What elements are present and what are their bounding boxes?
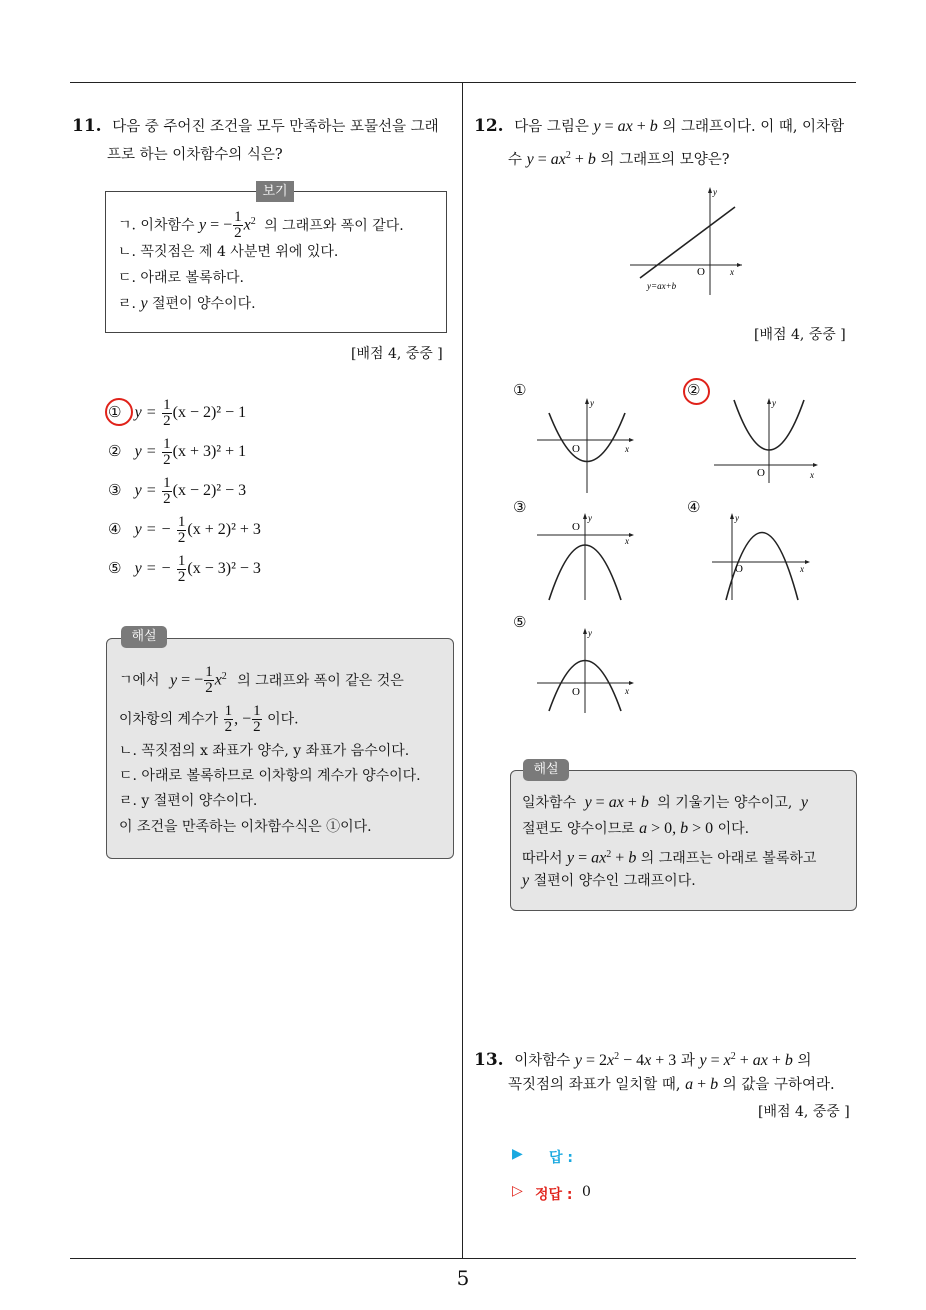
q11-solution-line4: ㄷ. 아래로 볼록하므로 이차항의 계수가 양수이다. xyxy=(119,768,421,784)
svg-text:y: y xyxy=(735,513,739,523)
q12-solution-line4: y 절편이 양수인 그래프이다. xyxy=(522,872,696,889)
q12-solution-line2: 절편도 양수이므로 a > 0, b > 0 이다. xyxy=(522,820,750,837)
q12-choice-5-num[interactable]: ⑤ xyxy=(513,613,527,631)
q11-solution-line2: 이차항의 계수가 $\frac{1}{2}$ , − $\frac{1}{2}$ 이다. xyxy=(119,703,299,735)
q12-choice-3-graph[interactable] xyxy=(535,510,640,602)
q11-number: 11. xyxy=(72,116,102,136)
q11-question xyxy=(72,112,439,142)
q12-choice-3-num[interactable]: ③ xyxy=(513,498,527,516)
line-y-ax-b xyxy=(640,207,735,278)
page-number: 5 xyxy=(456,1266,470,1290)
svg-text:y: y xyxy=(588,628,592,638)
svg-text:x: x xyxy=(810,470,814,480)
answer-arrow-icon: ▶ xyxy=(512,1146,523,1162)
q11-meta: [배점 4, 중중 ] xyxy=(351,346,443,362)
svg-text:y: y xyxy=(772,398,776,408)
svg-text:y: y xyxy=(588,513,592,523)
q12-choice-4-graph[interactable] xyxy=(710,510,820,602)
q11-option-4[interactable]: ④ y = − $\frac{1}{2}$ (x + 2)² + 3 xyxy=(108,513,261,546)
bogi-item-1-formula: y xyxy=(198,216,207,234)
answer-label: 답 : xyxy=(549,1150,573,1166)
q12-meta: [배점 4, 중중 ] xyxy=(754,327,846,343)
q12-solution-line3: 따라서 $y = ax^2 + b$ 의 그래프는 아래로 볼록하고 xyxy=(522,849,817,867)
correct-arrow-icon: ▷ xyxy=(512,1183,523,1199)
q12-choice-2-graph[interactable] xyxy=(712,395,822,485)
svg-text:x: x xyxy=(800,564,804,574)
x-axis-arrow xyxy=(737,263,742,267)
line-label: y=ax+b xyxy=(647,281,677,291)
svg-text:O: O xyxy=(735,563,743,575)
q11-line1: 다음 중 주어진 조건을 모두 만족하는 포물선을 그래 xyxy=(112,119,439,135)
svg-text:O: O xyxy=(757,467,765,479)
q13-line2: 꼭짓점의 좌표가 일치할 때, a + b 의 값을 구하여라. xyxy=(508,1076,835,1093)
q12-choice-2-num[interactable]: ② xyxy=(687,381,701,399)
q12-choice-5-graph[interactable] xyxy=(535,625,640,715)
bogi-item-4: ㄹ. y 절편이 양수이다. xyxy=(118,295,256,312)
q12-choice-4-num[interactable]: ④ xyxy=(687,498,701,516)
q13-question: 13. 이차함수 $y = 2x^2 - 4x + 3$ 과 $y = x^2$ + ax + b 의 xyxy=(474,1049,812,1070)
x-label: x xyxy=(730,267,734,277)
bogi-item-2: ㄴ. 꼭짓점은 제 4 사분면 위에 있다. xyxy=(118,244,339,260)
q13-number: 13. xyxy=(474,1049,504,1070)
svg-text:O: O xyxy=(572,443,580,455)
bogi-item-4-suffix: 절편이 양수이다. xyxy=(152,296,256,312)
svg-text:x: x xyxy=(625,444,629,454)
q12-choice-1-num[interactable]: ① xyxy=(513,381,527,399)
bogi-item-1-prefix: ㄱ. 이차함수 xyxy=(118,217,195,234)
q11-solution-line1: ㄱ에서 y = − $\frac{1}{2}$ $x^2$ 의 그래프와 폭이 같은 것은 xyxy=(119,664,404,697)
q12-question: 12. 다음 그림은 y = ax + b 의 그래프이다. 이 때, 이차함 xyxy=(474,116,845,136)
bogi-item-3: ㄷ. 아래로 볼록하다. xyxy=(118,270,244,286)
q12-solution-label: 해설 xyxy=(523,759,569,781)
y-axis-arrow xyxy=(708,187,712,193)
q11-option-5[interactable]: ⑤ y = − $\frac{1}{2}$ (x − 3)² − 3 xyxy=(108,552,261,585)
bogi-label: 보기 xyxy=(256,181,294,202)
correct-label: 정답 : xyxy=(535,1187,573,1203)
q11-solution-line3: ㄴ. 꼭짓점의 x 좌표가 양수, y 좌표가 음수이다. xyxy=(119,743,410,759)
q13-meta: [배점 4, 중중 ] xyxy=(758,1104,850,1120)
correct-value: 0 xyxy=(582,1184,591,1200)
q12-number: 12. xyxy=(474,116,504,136)
svg-text:y: y xyxy=(590,398,594,408)
bottom-rule xyxy=(70,1258,856,1259)
q11-option-3[interactable]: ③ y = $\frac{1}{2}$ (x − 2)² − 3 xyxy=(108,474,247,507)
q11-option-2[interactable]: ② y = $\frac{1}{2}$ (x + 3)² + 1 xyxy=(108,435,247,468)
fraction: $\frac{1}{2}$ xyxy=(234,209,242,241)
linear-graph xyxy=(625,183,750,298)
svg-text:x: x xyxy=(625,686,629,696)
y-label: y xyxy=(713,187,717,197)
svg-text:O: O xyxy=(572,521,580,533)
q12-choice-1-graph[interactable] xyxy=(535,395,640,495)
top-rule xyxy=(70,82,856,83)
bogi-item-1: ㄱ. 이차함수 y = − $\frac{1}{2}$ $x^2$ 의 그래프와 폭이 같다. xyxy=(118,209,404,241)
q12-line2: 수 $y = ax^2 + b$ 의 그래프의 모양은? xyxy=(508,150,730,168)
q11-solution-line5: ㄹ. y 절편이 양수이다. xyxy=(119,793,258,809)
q11-line2: 프로 하는 이차함수의 식은? xyxy=(107,147,283,163)
svg-text:O: O xyxy=(572,686,580,698)
origin-label: O xyxy=(697,266,705,278)
bogi-item-1-suffix: 의 그래프와 폭이 같다. xyxy=(264,217,404,234)
column-divider xyxy=(462,83,463,1258)
q11-solution-label: 해설 xyxy=(121,626,167,648)
q12-solution-line1: 일차함수 y = ax + b 의 기울기는 양수이고, y xyxy=(522,794,808,811)
svg-text:x: x xyxy=(625,536,629,546)
bogi-item-4-prefix: ㄹ. xyxy=(118,296,136,312)
q11-option-1[interactable]: ① y = $\frac{1}{2}$ (x − 2)² − 1 xyxy=(108,396,247,429)
q11-solution-line6: 이 조건을 만족하는 이차함수식은 ①이다. xyxy=(119,819,372,835)
